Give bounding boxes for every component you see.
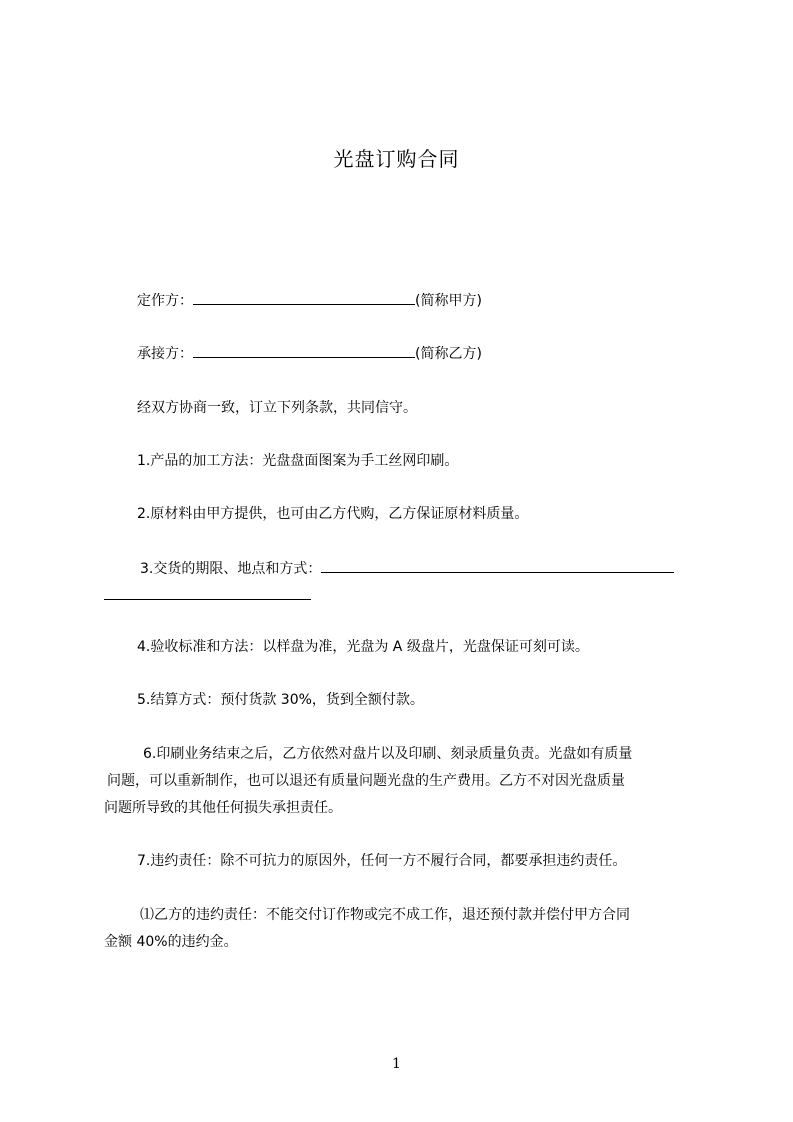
party-b-suffix: (简称乙方) (415, 346, 482, 362)
party-b-line (137, 343, 482, 364)
party-a-line (137, 290, 482, 311)
clause-6-line-2: 问题，可以重新制作，也可以退还有质量问题光盘的生产费用。乙方不对因光盘质量 (107, 773, 625, 789)
clause-3-blank (321, 558, 674, 573)
party-a-blank (193, 290, 415, 305)
intro-text: 经双方协商一致，订立下列条款，共同信守。 (137, 400, 417, 416)
document-title: 光盘订购合同 (333, 147, 460, 171)
clause-2: 2.原材料由甲方提供，也可由乙方代购，乙方保证原材料质量。 (137, 506, 529, 522)
clause-7: 7.违约责任：除不可抗力的原因外，任何一方不履行合同，都要承担违约责任。 (137, 853, 627, 869)
clause-7-1-line-1: ⑴乙方的违约责任：不能交付订作物或完不成工作，退还预付款并偿付甲方合同 (140, 907, 630, 923)
clause-6-line-3: 问题所导致的其他任何损失承担责任。 (104, 800, 342, 816)
party-a-suffix: (简称甲方) (415, 293, 482, 309)
page-number: 1 (392, 1056, 401, 1072)
party-a-label: 定作方： (137, 293, 193, 309)
clause-6-line-1: 6.印刷业务结束之后，乙方依然对盘片以及印刷、刻录质量负责。光盘如有质量 (143, 746, 633, 762)
clause-3-blank-continued (104, 599, 311, 600)
party-b-label: 承接方： (137, 346, 193, 362)
clause-7-1-line-2: 金额 40%的违约金。 (104, 934, 238, 950)
clause-1: 1.产品的加工方法：光盘盘面图案为手工丝网印刷。 (137, 453, 459, 469)
clause-3-label: 3.交货的期限、地点和方式： (140, 561, 322, 577)
clause-3-line (140, 558, 674, 579)
clause-4: 4.验收标准和方法：以样盘为准，光盘为 A 级盘片，光盘保证可刻可读。 (137, 639, 589, 655)
clause-5: 5.结算方式：预付货款 30%，货到全额付款。 (137, 692, 424, 708)
party-b-blank (193, 343, 415, 358)
